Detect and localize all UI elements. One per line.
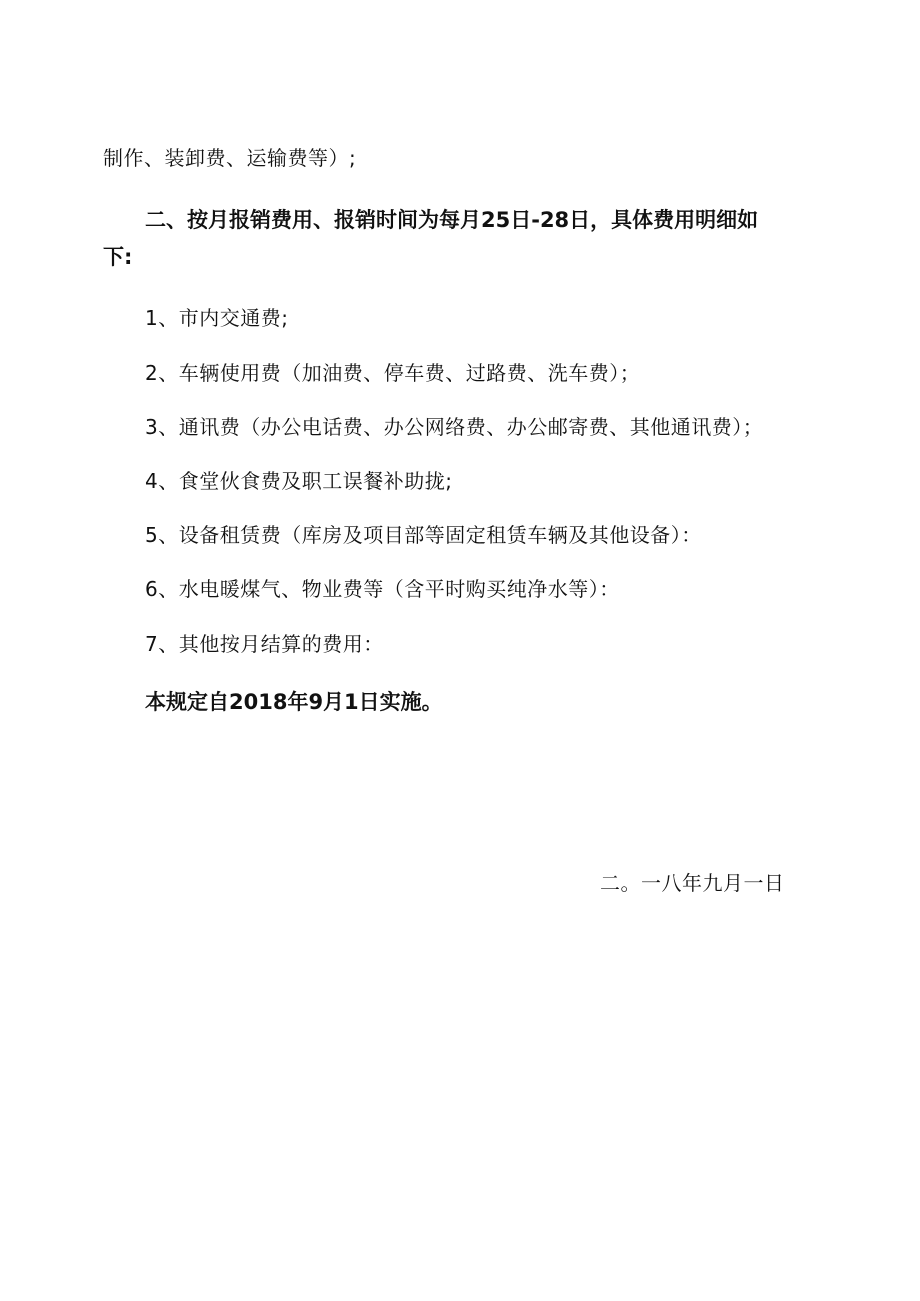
list-item: 4、食堂伙食费及职工误餐补助拢; — [145, 469, 453, 493]
list-item: 1、市内交通费; — [145, 306, 289, 330]
continuation-text: 制作、装卸费、运输费等）; — [103, 146, 357, 170]
list-item: 7、其他按月结算的费用： — [145, 632, 384, 656]
signature-date: 二。一八年九月一日 — [600, 871, 785, 895]
list-item: 2、车辆使用费（加油费、停车费、过路费、洗车费）； — [145, 361, 641, 385]
list-item: 6、水电暖煤气、物业费等（含平时购买纯净水等）： — [145, 577, 620, 601]
effective-date-statement: 本规定自2018年9月1日实施。 — [145, 690, 443, 714]
list-item: 3、通讯费（办公电话费、办公网络费、办公邮寄费、其他通讯费）； — [145, 415, 764, 439]
list-item: 5、设备租赁费（库房及项目部等固定租赁车辆及其他设备）： — [145, 523, 702, 547]
section-two-heading: 二、按月报销费用、报销时间为每月25日-28日，具体费用明细如 — [145, 208, 759, 232]
section-two-heading-continued: 下: — [103, 245, 133, 269]
